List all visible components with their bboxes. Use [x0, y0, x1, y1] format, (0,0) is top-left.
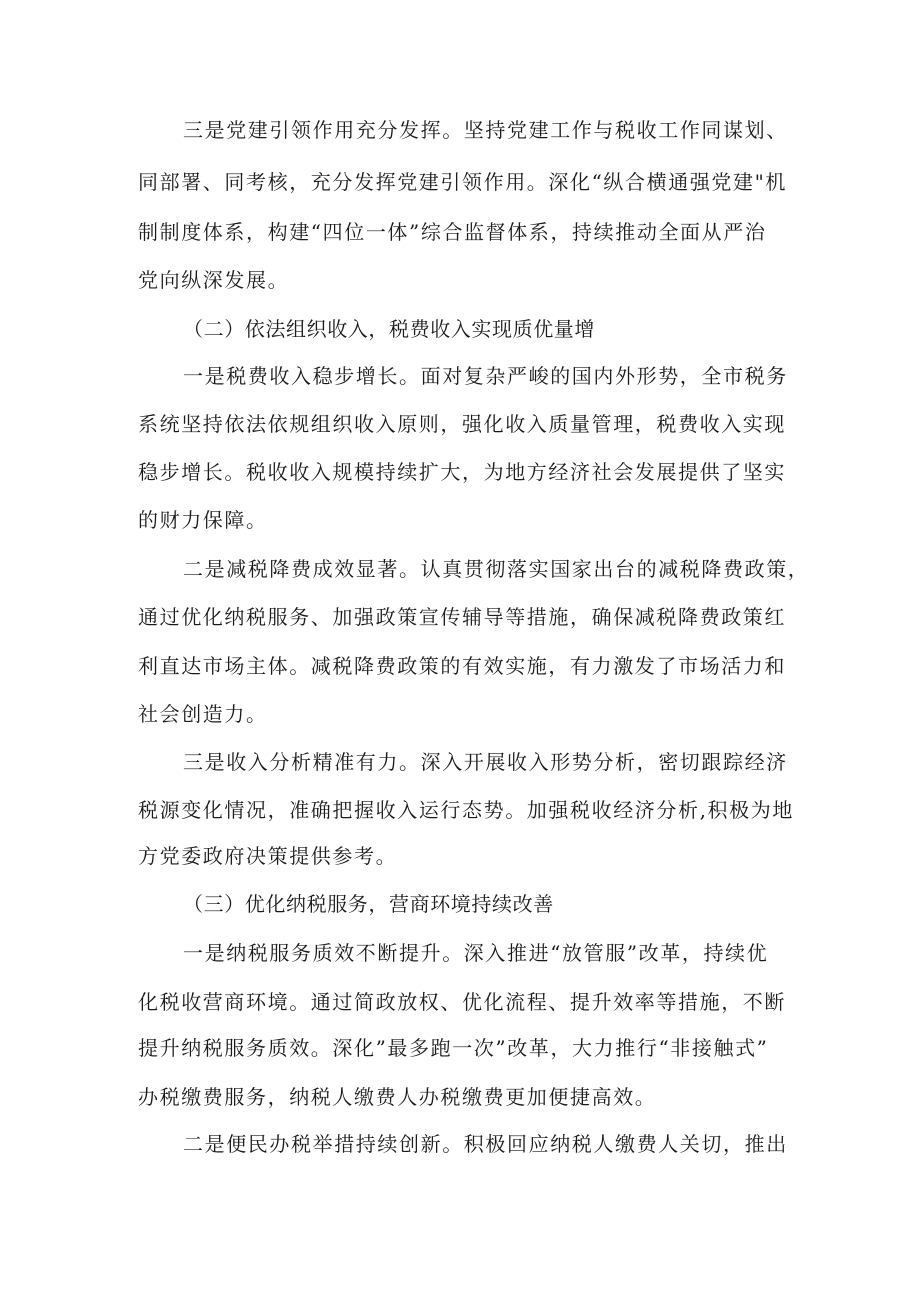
paragraph-line: 二是减税降费成效显著。认真贯彻落实国家出台的减税降费政策，	[183, 557, 810, 581]
paragraph-line: 化税收营商环境。通过简政放权、优化流程、提升效率等措施，不断	[138, 990, 786, 1014]
paragraph-line: 提升纳税服务质效。深化”最多跑一次”改革，大力推行“非接触式”	[138, 1036, 769, 1060]
paragraph-line: 制制度体系，构建“四位一体”综合监督体系，持续推动全面从严治	[138, 220, 767, 244]
paragraph-line: 办税缴费服务，纳税人缴费人办税缴费更加便捷高效。	[138, 1085, 657, 1109]
paragraph-line: 的财力保障。	[138, 508, 268, 532]
section-heading: （二）依法组织收入，税费收入实现质优量增	[183, 317, 595, 341]
paragraph-line: 同部署、同考核，充分发挥党建引领作用。深化“纵合横通强党建"机	[138, 170, 788, 194]
paragraph-line: 税源变化情况，准确把握收入运行态势。加强税收经济分析,积极为地	[138, 798, 794, 822]
paragraph-line: 一是纳税服务质效不断提升。深入推进“放管服”改革，持续优	[183, 941, 769, 965]
paragraph-line: 党向纵深发展。	[138, 268, 290, 292]
paragraph-line: 稳步增长。税收收入规模持续扩大，为地方经济社会发展提供了坚实	[138, 460, 786, 484]
paragraph-line: 系统坚持依法依规组织收入原则，强化收入质量管理，税费收入实现	[138, 412, 786, 436]
section-heading: （三）优化纳税服务，营商环境持续改善	[183, 892, 554, 916]
paragraph-line: 三是党建引领作用充分发挥。坚持党建工作与税收工作同谋划、	[183, 118, 788, 142]
paragraph-line: 三是收入分析精准有力。深入开展收入形势分析，密切跟踪经济	[183, 750, 788, 774]
paragraph-line: 一是税费收入稳步增长。面对复杂严峻的国内外形势，全市税务	[183, 364, 788, 388]
paragraph-line: 二是便民办税举措持续创新。积极回应纳税人缴费人关切，推出	[183, 1132, 788, 1156]
paragraph-line: 通过优化纳税服务、加强政策宣传辅导等措施，确保减税降费政策红	[138, 605, 786, 629]
paragraph-line: 利直达市场主体。减税降费政策的有效实施，有力激发了市场活力和	[138, 654, 786, 678]
paragraph-line: 社会创造力。	[138, 702, 268, 726]
paragraph-line: 方党委政府决策提供参考。	[138, 844, 398, 868]
